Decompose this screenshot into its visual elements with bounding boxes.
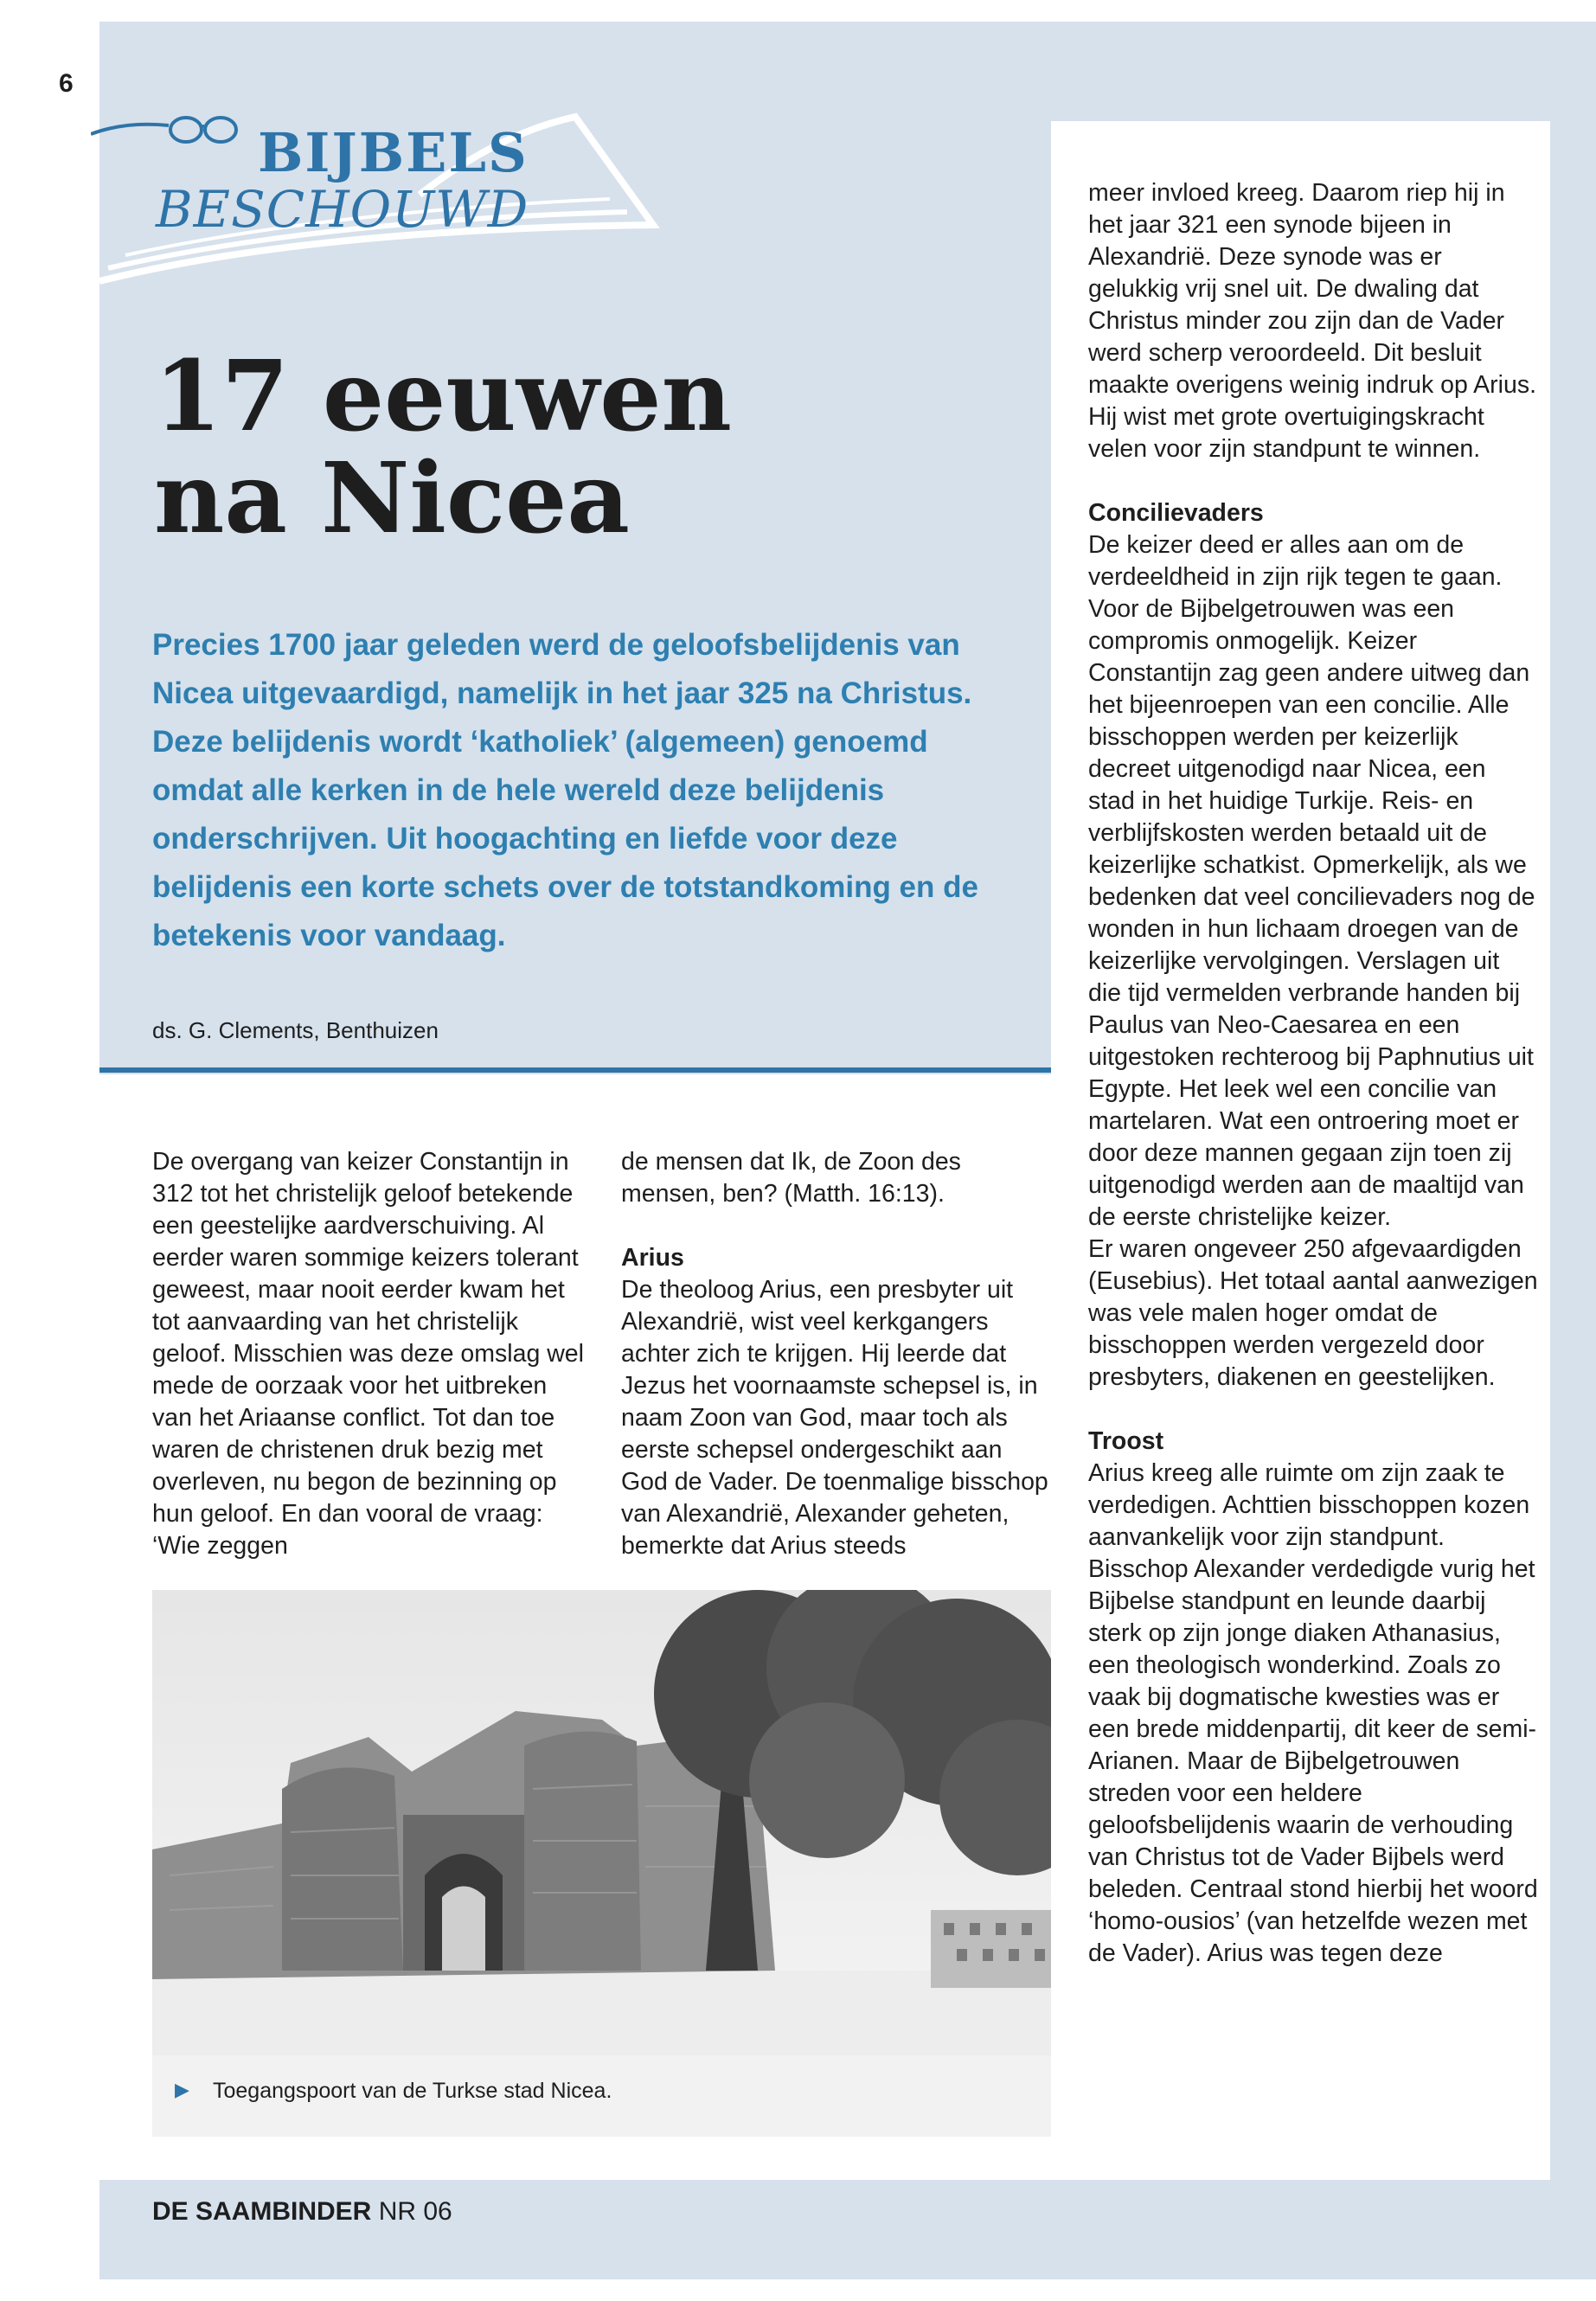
paragraph: meer invloed kreeg. Daarom riep hij in het jaar 321 een synode bijeen in Alexandrië. Deze synode was er gelukkig vrij snel uit. De dwaling dat Christus minder zou zijn dan de Vader werd scherp veroordeeld. Dit besluit maakte overigens weinig indruk op Arius. Hij wist met grote overtuigingskracht velen voor zijn standpunt te winnen.: [1088, 179, 1537, 463]
logo-text-beschouwd: BESCHOUWD: [156, 180, 529, 239]
background-panel-right: [1550, 121, 1596, 2180]
header-divider: [99, 1067, 1051, 1073]
footer-band: [99, 2180, 1596, 2279]
paragraph: De theoloog Arius, een presbyter uit Alexandrië, wist veel kerkgangers achter zich te krijgen. Hij leerde dat Jezus het voornaamste schepsel is, in naam Zoon van God, maar toch als eerste schepsel ondergeschikt aan God de Vader. De toenmalige bisschop van Alexandrië, Alexander geheten, bemerkte dat Arius steeds: [621, 1276, 1048, 1560]
column-2: [621, 1146, 1054, 1562]
title-line-1: 17 eeuwen: [154, 340, 732, 453]
paragraph: De keizer deed er alles aan om de verdeeldheid in zijn rijk tegen te gaan. Voor de Bijbelgetrouwen was een compromis onmogelijk. Keizer Constantijn zag geen andere uitweg dan het bijeenroepen van een concilie. Alle bisschoppen werden per keizerlijk decreet uitgenodigd naar Nicea, een stad in het huidige Turkije. Reis- en verblijfskosten werden betaald uit de keizerlijke schatkist. Opmerkelijk, als we bedenken dat veel concilievaders nog de wonden in hun lichaam droegen van de keizerlijke vervolgingen. Verslagen uit die tijd vermelden verbrande handen bij Paulus van Neo-Caesarea en een uitgestoken rechteroog bij Paphnutius uit Egypte. Het leek wel een concilie van martelaren. Wat een ontroering moet er door deze mannen gegaan zijn toen zij uitgenodigd werden aan de maaltijd van de eerste christelijke keizer.: [1088, 531, 1535, 1231]
logo-text-bijbels: BIJBELS: [258, 121, 529, 184]
paragraph: Arius kreeg alle ruimte om zijn zaak te verdedigen. Achttien bisschoppen kozen aanvankelijk voor zijn standpunt. Bisschop Alexander verdedigde vurig het Bijbelse standpunt en leunde daarbij sterk op zijn jonge diaken Athanasius, een theologisch wonderkind. Zoals zo vaak bij dogmatische kwesties was er een brede middenpartij, dit keer de semi-Arianen. Maar de Bijbelgetrouwen streden voor een heldere geloofsbelijdenis waarin de verhouding van Christus tot de Vader Bijbels werd beleden. Centraal stond hierbij het woord ‘homo-ousios’ (van hetzelfde wezen met de Vader). Arius was tegen deze: [1088, 1459, 1538, 1967]
title-line-2: na Nicea: [154, 442, 630, 555]
photo-caption: Toegangspoort van de Turkse stad Nicea.: [213, 2079, 612, 2103]
footer-brand: DE SAAMBINDER: [152, 2197, 372, 2226]
intro-paragraph: Precies 1700 jaar geleden werd de geloofsbelijdenis van Nicea uitgevaardigd, namelijk in het jaar 325 na Christus. Deze belijdenis wordt ‘katholiek’ (algemeen) genoemd omdat alle kerken in de hele wereld deze belijdenis onderschrijven. Uit hoogachting en liefde voor deze belijdenis een korte schets over de totstandkoming en de betekenis voor vandaag.: [152, 628, 978, 952]
play-arrow-icon: ▶: [175, 2079, 189, 2100]
photo-figure: [152, 1590, 1051, 2137]
footer-issue: NR 06: [378, 2197, 452, 2226]
page-number: 6: [59, 69, 74, 98]
column-1: [152, 1146, 585, 1562]
photo-nicea-gate: [152, 1590, 1051, 2055]
heading-arius: Arius: [621, 1244, 684, 1272]
footer: [152, 2197, 452, 2227]
author-byline: ds. G. Clements, Benthuizen: [152, 1017, 439, 1043]
heading-concilievaders: Concilievaders: [1088, 499, 1264, 527]
heading-troost: Troost: [1088, 1427, 1164, 1455]
article-title: [154, 340, 732, 555]
column-3: [1088, 177, 1538, 1970]
paragraph: de mensen dat Ik, de Zoon des mensen, ben? (Matth. 16:13).: [621, 1148, 961, 1208]
paragraph: De overgang van keizer Constantijn in 312 tot het christelijk geloof betekende een geestelijke aardverschuiving. Al eerder waren sommige keizers tolerant geweest, maar nooit eerder kwam het tot aanvaarding van het christelijk geloof. Misschien was deze omslag wel mede de oorzaak voor het uitbreken van het Ariaanse conflict. Tot dan toe waren de christenen druk bezig met overleven, nu begon de bezinning op hun geloof. En dan vooral de vraag: ‘Wie zeggen: [152, 1148, 584, 1560]
paragraph: Er waren ongeveer 250 afgevaardigden (Eusebius). Het totaal aantal aanwezigen was vele malen hoger omdat de bisschoppen werden vergezeld door presbyters, diakenen en geestelijken.: [1088, 1235, 1538, 1391]
